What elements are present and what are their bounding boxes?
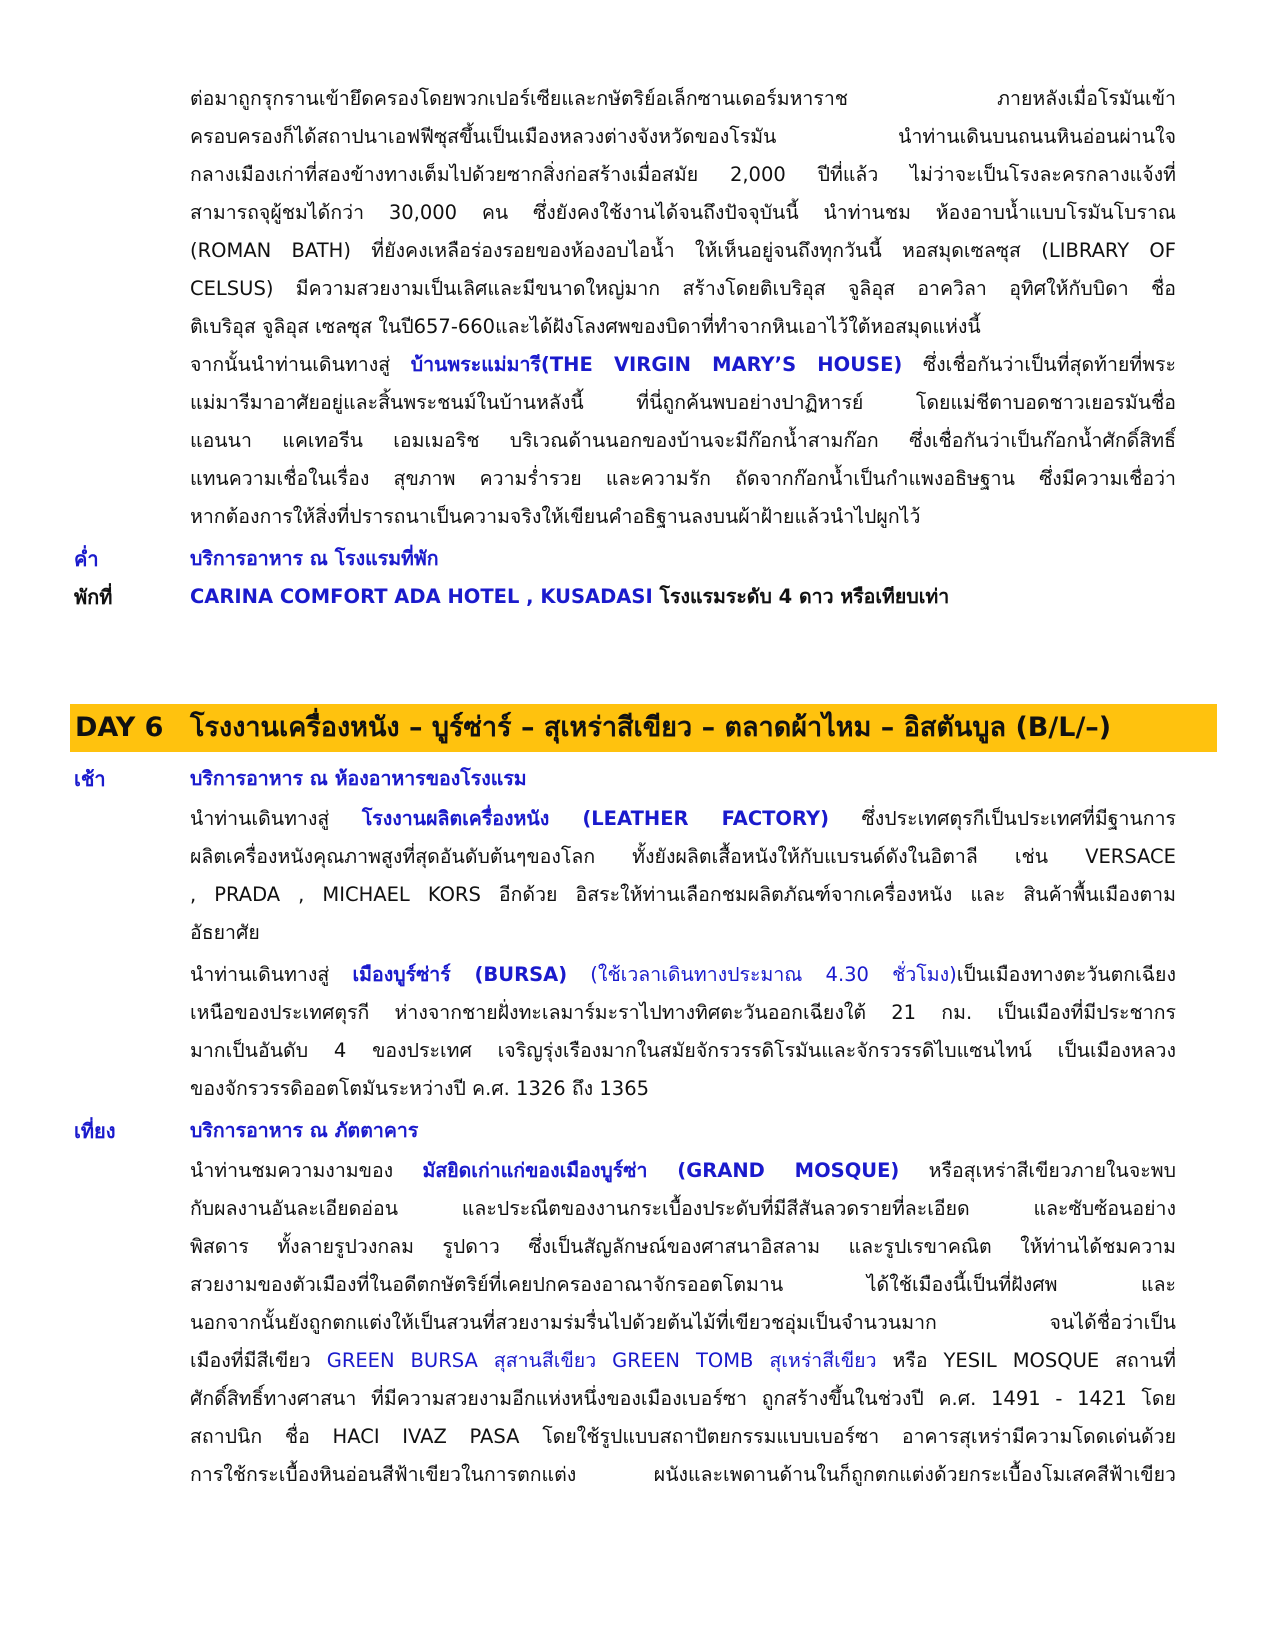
paragraph-text: กับผลงานอันละเอียดอ่อน และประณีตของงานกระเบื้องประดับที่มีสีสันลวดรายที่ละเอียด และซับซ้อนอย่าง	[190, 1197, 1176, 1220]
highlight-place: มัสยิดเก่าแก่ของเมืองบูร์ซ่า (GRAND MOSQUE)	[422, 1159, 900, 1182]
highlight-green-bursa: GREEN BURSA สุสานสีเขียว GREEN TOMB สุเหร่าสีเขียว	[326, 1349, 877, 1372]
paragraph-text: กลางเมืองเก่าที่สองข้างทางเต็มไปด้วยซากสิ่งก่อสร้างเมื่อสมัย 2,000 ปีที่แล้ว ไม่ว่าจะเป็นโรงละครกลางแจ้งที่	[190, 163, 1176, 186]
text-run: หรือ YESIL MOSQUE สถานที่	[876, 1349, 1176, 1372]
text-line	[0, 994, 1275, 1032]
text-line	[0, 914, 1275, 952]
paragraph-text: ติเบริอุส จูลิอุส เซลซุส ในปี657-660และได้ฝังโลงศพของบิดาที่ทำจากหินเอาไว้ใต้หอสมุดแห่งนี้	[190, 315, 981, 338]
text-run: หรือสุเหร่าสีเขียวภายในจะพบ	[899, 1159, 1176, 1182]
hotel-rating: โรงแรมระดับ 4 ดาว หรือเทียบเท่า	[652, 585, 950, 608]
text-line	[0, 1152, 1275, 1190]
paragraph-text: ผลิตเครื่องหนังคุณภาพสูงที่สุดอันดับต้นๆของโลก ทั้งยังผลิตเสื้อหนังให้กับแบรนด์ดังในอิตาลี เช่น VERSACE	[190, 845, 1176, 868]
text-run: ซึ่งเชื่อกันว่าเป็นที่สุดท้ายที่พระ	[902, 353, 1176, 376]
text-run: นำท่านเดินทางสู่	[190, 963, 353, 986]
text-line	[0, 1032, 1275, 1070]
text-run: เมืองที่มีสีเขียว	[190, 1349, 327, 1372]
meal-text: บริการอาหาร ณ โรงแรมที่พัก	[190, 547, 439, 570]
text-line	[0, 1190, 1275, 1228]
day-title: โรงงานเครื่องหนัง – บูร์ซ่าร์ – สุเหร่าสีเขียว – ตลาดผ้าไหม – อิสตันบูล (B/L/–)	[190, 712, 1112, 743]
hotel-name: CARINA COMFORT ADA HOTEL , KUSADASI	[190, 585, 653, 608]
text-line	[0, 346, 1275, 384]
text-line	[0, 1304, 1275, 1342]
paragraph-text: ต่อมาถูกรุกรานเข้ายึดครองโดยพวกเปอร์เซียและกษัตริย์อเล็กซานเดอร์มหาราช ภายหลังเมื่อโรมันเข้า	[190, 87, 1176, 110]
paragraph-text: (ROMAN BATH) ที่ยังคงเหลือร่องรอยของห้องอบไอน้ำ ให้เห็นอยู่จนถึงทุกวันนี้ หอสมุดเซลซุส (LIBRARY OF	[190, 239, 1176, 262]
paragraph-text: , PRADA , MICHAEL KORS อีกด้วย อิสระให้ท่านเลือกชมผลิตภัณฑ์จากเครื่องหนัง และ สินค้าพื้นเมืองตาม	[190, 883, 1176, 906]
text-line	[0, 80, 1275, 118]
paragraph-text	[190, 346, 1176, 384]
text-line	[0, 118, 1275, 156]
paragraph-text: สวยงามของตัวเมืองที่ในอดีตกษัตริย์ที่เคยปกครองอาณาจักรออตโตมาน ได้ใช้เมืองนี้เป็นที่ฝังศพ และ	[190, 1273, 1176, 1296]
paragraph-text: เหนือของประเทศตุรกี ห่างจากชายฝั่งทะเลมาร์มะราไปทางทิศตะวันออกเฉียงใต้ 21 กม. เป็นเมืองที่มีประชากร	[190, 1001, 1176, 1024]
meal-row-lunch	[0, 1112, 1275, 1150]
paragraph-text: CELSUS) มีความสวยงามเป็นเลิศและมีขนาดใหญ่มาก สร้างโดยติเบริอุส จูลิอุส อาควิลา อุทิศให้กับบิดา ชื่อ	[190, 277, 1176, 300]
text-line	[0, 1070, 1275, 1108]
hotel-label: พักที่	[74, 585, 113, 609]
paragraph-text	[190, 800, 1176, 838]
paragraph-text: ของจักรวรรดิออตโตมันระหว่างปี ค.ศ. 1326 ถึง 1365	[190, 1077, 650, 1100]
meal-row-dinner	[0, 540, 1275, 578]
meal-label: เที่ยง	[74, 1119, 116, 1143]
meal-text: บริการอาหาร ณ ภัตตาคาร	[190, 1119, 419, 1142]
paragraph-text: หากต้องการให้สิ่งที่ปรารถนาเป็นความจริงให้เขียนคำอธิฐานลงบนผ้าฝ้ายแล้วนำไปผูกไว้	[190, 505, 921, 528]
text-line	[0, 498, 1275, 536]
highlight-place: เมืองบูร์ซ่าร์ (BURSA)	[352, 963, 568, 986]
highlight-place: โรงงานผลิตเครื่องหนัง (LEATHER FACTORY)	[361, 807, 829, 830]
paragraph-text: แอนนา แคเทอรีน เอมเมอริช บริเวณด้านนอกของบ้านจะมีก๊อกน้ำสามก๊อก ซึ่งเชื่อกันว่าเป็นก๊อกน้ำศักดิ์สิทธิ์	[190, 429, 1176, 452]
paragraph-text	[190, 1342, 1176, 1380]
text-run: จากนั้นนำท่านเดินทางสู่	[190, 353, 411, 376]
paragraph-text: อัธยาศัย	[190, 921, 260, 944]
text-line	[0, 1456, 1275, 1494]
text-line	[0, 384, 1275, 422]
paragraph-text: มากเป็นอันดับ 4 ของประเทศ เจริญรุ่งเรืองมากในสมัยจักรวรรดิโรมันและจักรวรรดิไบแซนไทน์ เป็นเมืองหลวง	[190, 1039, 1176, 1062]
paragraph-text: สถาปนิก ชื่อ HACI IVAZ PASA โดยใช้รูปแบบสถาปัตยกรรมแบบเบอร์ซา อาคารสุเหร่ามีความโดดเด่นด้วย	[190, 1425, 1176, 1448]
paragraph-text: แม่มารีมาอาศัยอยู่และสิ้นพระชนม์ในบ้านหลังนี้ ที่นี่ถูกค้นพบอย่างปาฏิหารย์ โดยแม่ชีตาบอดชาวเยอรมันชื่อ	[190, 391, 1176, 414]
paragraph-text: การใช้กระเบื้องหินอ่อนสีฟ้าเขียวในการตกแต่ง ผนังและเพดานด้านในก็ถูกตกแต่งด้วยกระเบื้องโมเสคสีฟ้าเขียว	[190, 1463, 1176, 1486]
meal-text: บริการอาหาร ณ ห้องอาหารของโรงแรม	[190, 767, 527, 790]
text-line	[0, 1418, 1275, 1456]
text-line	[0, 1266, 1275, 1304]
text-line	[0, 308, 1275, 346]
hotel-row	[0, 578, 1275, 616]
meal-label: เช้า	[74, 767, 106, 791]
text-line	[0, 1342, 1275, 1380]
text-line	[0, 1228, 1275, 1266]
text-line	[0, 422, 1275, 460]
meal-row-breakfast	[0, 760, 1275, 798]
text-run: นำท่านเดินทางสู่	[190, 807, 362, 830]
text-line	[0, 460, 1275, 498]
paragraph-text: พิสดาร ทั้งลายรูปวงกลม รูปดาว ซึ่งเป็นสัญลักษณ์ของศาสนาอิสลาม และรูปเรขาคณิต ให้ท่านได้ชมความ	[190, 1235, 1176, 1258]
meal-label: ค่ำ	[74, 547, 99, 571]
text-line	[0, 800, 1275, 838]
day-header	[70, 704, 1217, 752]
text-line	[0, 194, 1275, 232]
text-run: ซึ่งประเทศตุรกีเป็นประเทศที่มีฐานการ	[828, 807, 1176, 830]
text-line	[0, 956, 1275, 994]
text-line	[0, 876, 1275, 914]
paragraph-text: ครอบครองก็ได้สถาปนาเอฟฟีซุสขึ้นเป็นเมืองหลวงต่างจังหวัดของโรมัน นำท่านเดินบนถนนหินอ่อนผ่านใจ	[190, 125, 1176, 148]
text-line	[0, 270, 1275, 308]
travel-time: (ใช้เวลาเดินทางประมาณ 4.30 ชั่วโมง)	[567, 963, 957, 986]
paragraph-text: ศักดิ์สิทธิ์ทางศาสนา ที่มีความสวยงามอีกแห่งหนึ่งของเมืองเบอร์ซา ถูกสร้างขึ้นในช่วงปี ค.ศ. 1491 - 1421 โดย	[190, 1387, 1176, 1410]
text-line	[0, 1380, 1275, 1418]
paragraph-text: สามารถจุผู้ชมได้กว่า 30,000 คน ซึ่งยังคงใช้งานได้จนถึงปัจจุบันนี้ นำท่านชม ห้องอาบน้ำแบบโรมันโบราณ	[190, 201, 1176, 224]
text-line	[0, 232, 1275, 270]
day-number: DAY 6	[75, 712, 164, 743]
paragraph-text: นอกจากนั้นยังถูกตกแต่งให้เป็นสวนที่สวยงามร่มรื่นไปด้วยต้นไม้ที่เขียวชอุ่มเป็นจำนวนมาก จนได้ชื่อว่าเป็น	[190, 1311, 1176, 1334]
paragraph-text	[190, 1152, 1176, 1190]
hotel-text	[190, 578, 1176, 616]
text-line	[0, 156, 1275, 194]
text-line	[0, 838, 1275, 876]
highlight-place: บ้านพระแม่มารี(THE VIRGIN MARY’S HOUSE)	[410, 353, 903, 376]
paragraph-text	[190, 956, 1176, 994]
paragraph-text: แทนความเชื่อในเรื่อง สุขภาพ ความร่ำรวย และความรัก ถัดจากก๊อกน้ำเป็นกำแพงอธิษฐาน ซึ่งมีความเชื่อว่า	[190, 467, 1176, 490]
text-run: นำท่านชมความงามของ	[190, 1159, 423, 1182]
text-run: เป็นเมืองทางตะวันตกเฉียง	[956, 963, 1176, 986]
